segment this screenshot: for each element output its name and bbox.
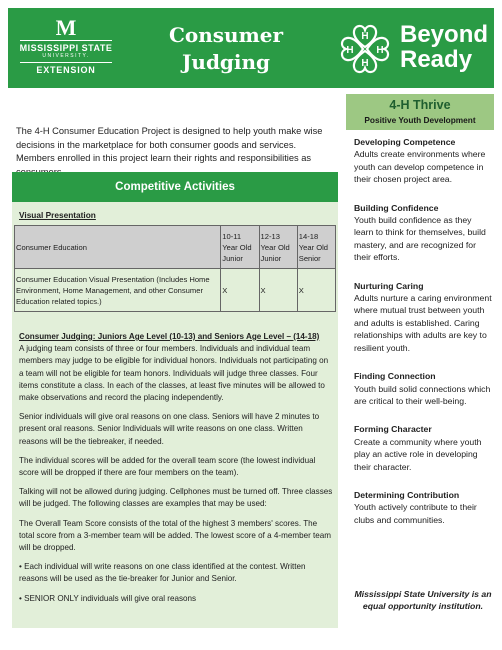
visual-presentation-label: Visual Presentation [19,210,96,220]
judging-paragraph: • SENIOR ONLY individuals will give oral reasons [19,593,197,603]
msu-extension-logo [14,14,118,84]
judging-intro: A judging team consists of three or four members. Individuals and individual team members may judge to be eligible for individual honors. Individuals not participating on a team will not be eligible for team honors. Individuals will judge three classes. Four items constitute a class. In each of the classes, at least five minutes will be allowed to make observations and record the placing independently. [19,344,329,403]
table-cell: X [221,269,259,312]
table-cell: X [259,269,297,312]
thrive-section [354,280,492,354]
section-text: Adults create environments where youth can develop competence in their chosen project area. [354,149,486,185]
judging-paragraph: Senior individuals will give oral reasons on one class. Seniors will have 2 minutes to present oral reasons. Senior Individuals will write reasons on one class. Written reasons will be the tiebreaker, if needed. [19,412,320,446]
section-heading: Developing Competence [354,137,456,147]
table-header-cell: 14-18 Year Old Senior [297,226,335,269]
svg-text:H: H [361,31,369,42]
thrive-section [354,136,492,186]
section-text: Youth build confidence as they learn to think for themselves, build mastery, and are recognized for their efforts. [354,215,486,263]
table-header-cell: 12-13 Year Old Junior [259,226,297,269]
judging-paragraph: The individual scores will be added for the overall team score (the lowest individual score will be dropped if there are four members on the team). [19,455,316,478]
section-text: Youth build solid connections which are critical to their well-being. [354,383,491,406]
section-heading: Forming Character [354,424,432,435]
table-header-row [15,226,336,269]
section-text: Adults nurture a caring environment where mutual trust between youth and adults is established. Caring relationships with adults are key to resilient youth. [354,293,492,353]
table-cell: Consumer Education Visual Presentation (Includes Home Environment, Home Management, and other Consumer Education related topics.) [15,269,221,312]
age-level-table [14,225,336,312]
judging-heading: Consumer Judging: Juniors Age Level (10-13) and Seniors Age Level – (14-18) [19,332,320,341]
thrive-subtitle: Positive Youth Development [364,115,476,125]
thrive-sidebar [354,136,492,542]
4-h-clover-icon [338,22,392,76]
judging-paragraph: The Overall Team Score consists of the total of the highest 3 members' scores. The total score from a 3-member team will be added. The lowest score of a 4-member team will be dropped. [19,518,332,553]
intro-paragraph: The 4-H Consumer Education Project is designed to help youth make wise decisions in the marketplace for both consumer goods and services. Members enrolled in this project learn their rights and responsibilities as [16,126,323,163]
thrive-section [354,489,492,526]
logo-line3: EXTENSION [36,65,96,75]
thrive-section [354,423,492,473]
equal-opportunity-note: Mississippi State University is an equal opportunity institution. [354,589,492,612]
section-text: Youth actively contribute to their clubs and communities. [354,502,477,525]
judging-block [19,331,333,404]
logo-line2: UNIVERSITY. [42,53,90,59]
logo-line1: MISSISSIPPI STATE [19,43,113,53]
thrive-title: 4-H Thrive [389,98,451,112]
table-header-cell: 10-11 Year Old Junior [221,226,259,269]
msu-m-icon: M [55,15,77,40]
section-heading: Building Confidence [354,202,439,213]
judging-section [19,331,333,612]
logo-divider [20,40,112,41]
svg-text:H: H [361,58,369,69]
section-heading: Determining Contribution [354,489,460,500]
logo-divider [20,62,112,63]
thrive-section [354,370,492,407]
competitive-activities-panel [12,172,338,628]
table-cell: X [297,269,335,312]
section-heading: Nurturing Caring [354,280,424,291]
competitive-activities-heading: Competitive Activities [12,172,338,202]
table-header-cell: Consumer Education [15,226,221,269]
svg-text:H: H [346,45,354,56]
judging-paragraph: Talking will not be allowed during judging. Cellphones must be turned off. Three classes will be judged. The following classes are examples that may be used: [19,487,333,509]
page-title: Consumer Judging [168,23,284,74]
header-banner [8,8,494,88]
thrive-section [354,202,492,264]
section-heading: Finding Connection [354,371,436,382]
beyond-ready-brand: Beyond Ready [400,21,489,73]
svg-text:H: H [376,45,384,56]
judging-paragraph: • Each individual will write reasons on one class identified at the contest. Written reasons will be used as the tie-breaker for Junior and Senior. [19,562,306,584]
table-row [15,269,336,312]
section-text: Create a community where youth play an active role in developing their character. [354,436,482,472]
thrive-header [346,94,494,130]
